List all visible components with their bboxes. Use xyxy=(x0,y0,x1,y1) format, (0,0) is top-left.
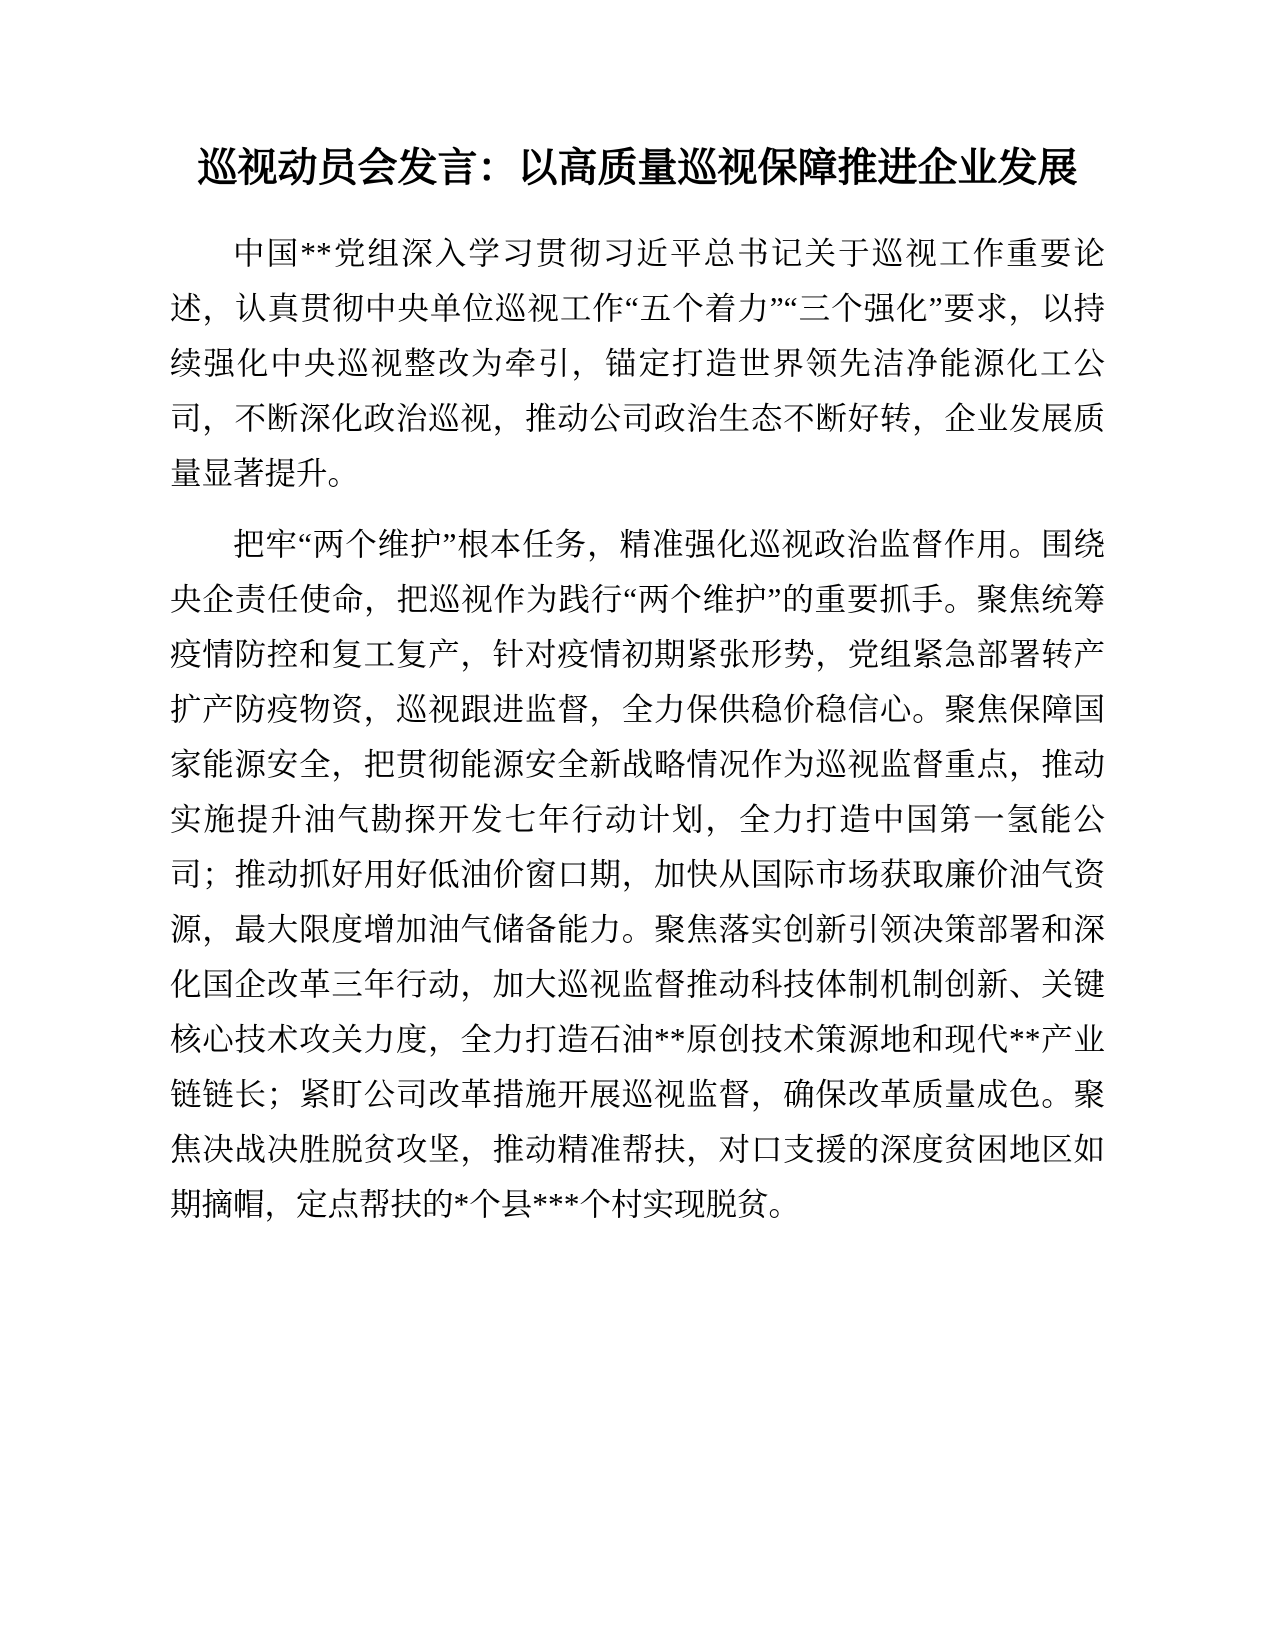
document-title: 巡视动员会发言：以高质量巡视保障推进企业发展 xyxy=(197,145,1078,190)
paragraph-intro: 中国**党组深入学习贯彻习近平总书记关于巡视工作重要论述，认真贯彻中央单位巡视工作“五个着力”“三个强化”要求，以持续强化中央巡视整改为牵引，锚定打造世界领先洁净能源化工公司，不断深化政治巡视，推动公司政治生态不断好转，企业发展质量显著提升。 xyxy=(170,236,1105,491)
paragraph-body: 把牢“两个维护”根本任务，精准强化巡视政治监督作用。围绕央企责任使命，把巡视作为践行“两个维护”的重要抓手。聚焦统筹疫情防控和复工复产，针对疫情初期紧张形势，党组紧急部署转产扩产防疫物资，巡视跟进监督，全力保供稳价稳信心。聚焦保障国家能源安全，把贯彻能源安全新战略情况作为巡视监督重点，推动实施提升油气勘探开发七年行动计划，全力打造中国第一氢能公司；推动抓好用好低油价窗口期，加快从国际市场获取廉价油气资源，最大限度增加油气储备能力。聚焦落实创新引领决策部署和深化国企改革三年行动，加大巡视监督推动科技体制机制创新、关键核心技术攻关力度，全力打造石油**原创技术策源地和现代**产业链链长；紧盯公司改革措施开展巡视监督，确保改革质量成色。聚焦决战决胜脱贫攻坚，推动精准帮扶，对口支援的深度贫困地区如期摘帽，定点帮扶的*个县***个村实现脱贫。 xyxy=(170,527,1105,1222)
